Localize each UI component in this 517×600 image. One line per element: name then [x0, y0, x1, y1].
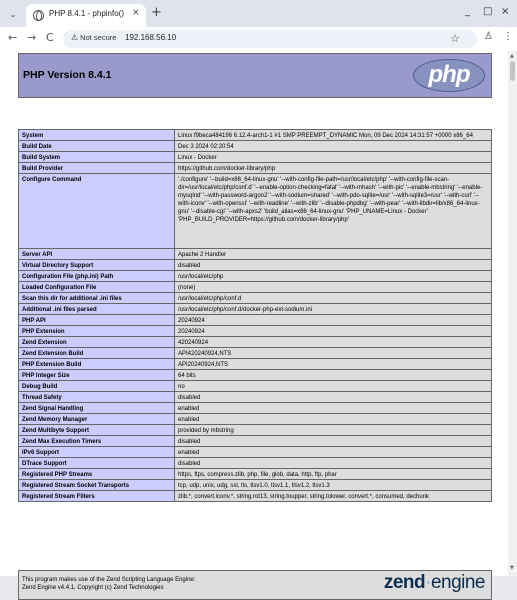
table-row	[19, 469, 492, 480]
row-key: Build System	[19, 152, 175, 163]
row-key: PHP Extension Build	[19, 359, 175, 370]
table-row	[19, 480, 492, 491]
row-value: https, ftps, compress.zlib, php, file, glob, data, http, ftp, phar	[175, 469, 492, 480]
row-value: Dec 3 2024 02:20:54	[175, 141, 492, 152]
minimize-button[interactable]: _	[465, 6, 470, 17]
table-row	[19, 130, 492, 141]
browser-menu-icon[interactable]: ⋮	[503, 31, 513, 42]
row-key: Registered PHP Streams	[19, 469, 175, 480]
zend-footer	[18, 570, 492, 600]
row-key: Configure Command	[19, 174, 175, 249]
row-value: no	[175, 381, 492, 392]
row-key: PHP API	[19, 315, 175, 326]
profile-icon[interactable]: ♙	[484, 31, 493, 42]
page-viewport	[0, 51, 508, 593]
table-row	[19, 326, 492, 337]
forward-button[interactable]: →	[27, 31, 37, 44]
row-value: enabled	[175, 447, 492, 458]
table-row	[19, 141, 492, 152]
row-key: Zend Memory Manager	[19, 414, 175, 425]
row-key: Server API	[19, 249, 175, 260]
row-value: 20240924	[175, 326, 492, 337]
table-row	[19, 370, 492, 381]
row-value: './configure' '--build=x86_64-linux-gnu' '--with-config-file-path=/usr/local/etc/php' '--with-config-file-scan-dir=/usr/local/etc/php/conf.d' '--enable-option-checking=fatal' '--with-mhash' '--with-pic' '--enable-mbstring' '--enable-mysqlnd' '--with-password-argon2' '--with-sodium=shared' '--with-pdo-sqlite=/usr' '--with-sqlite3=/usr' '--with-curl' '--with-iconv' '--with-openssl' '--with-readline' '--with-zlib' '--disable-phpdbg' '--with-pear' '--with-libdir=lib/x86_64-linux-gnu' '--disable-cgi' '--with-apxs2' 'build_alias=x86_64-linux-gnu' 'PHP_UNAME=Linux - Docker' 'PHP_BUILD_PROVIDER=https://github.com/docker-library/php'	[175, 174, 492, 249]
table-row	[19, 348, 492, 359]
row-value: /usr/local/etc/php	[175, 271, 492, 282]
warning-icon: ⚠	[71, 33, 79, 42]
row-key: Registered Stream Filters	[19, 491, 175, 502]
row-value: 420240924	[175, 337, 492, 348]
browser-toolbar	[0, 27, 517, 51]
row-key: Thread Safety	[19, 392, 175, 403]
row-key: PHP Integer Size	[19, 370, 175, 381]
row-key: Virtual Directory Support	[19, 260, 175, 271]
zend-logo-dot-icon: ·	[425, 572, 431, 593]
tab-title: PHP 8.4.1 - phpinfo()	[49, 9, 125, 18]
row-key: Zend Max Execution Timers	[19, 436, 175, 447]
table-row	[19, 304, 492, 315]
table-row	[19, 315, 492, 326]
row-value: (none)	[175, 282, 492, 293]
table-row	[19, 260, 492, 271]
row-key: DTrace Support	[19, 458, 175, 469]
security-chip[interactable]	[71, 33, 116, 42]
php-version-header	[18, 53, 492, 98]
table-row	[19, 458, 492, 469]
php-logo: php	[413, 59, 485, 92]
table-row	[19, 174, 492, 249]
row-key: Zend Extension Build	[19, 348, 175, 359]
row-value: API420240924,NTS	[175, 348, 492, 359]
row-value: enabled	[175, 414, 492, 425]
reload-button[interactable]: C	[46, 31, 54, 44]
row-value: 20240924	[175, 315, 492, 326]
row-key: Loaded Configuration File	[19, 282, 175, 293]
phpinfo-table	[18, 129, 492, 502]
page-scrollbar[interactable]	[508, 51, 517, 576]
tab-strip	[0, 0, 517, 27]
table-row	[19, 359, 492, 370]
row-value: disabled	[175, 458, 492, 469]
scroll-down-arrow-icon[interactable]: ▼	[510, 565, 514, 571]
tab-search-chevron-icon[interactable]: ⌄	[9, 10, 17, 19]
zend-logo-word: zend	[383, 572, 426, 593]
row-value: disabled	[175, 392, 492, 403]
table-row	[19, 414, 492, 425]
row-value: 64 bits	[175, 370, 492, 381]
row-value: Linux - Docker	[175, 152, 492, 163]
new-tab-button[interactable]: +	[151, 5, 162, 20]
row-value: Apache 2 Handler	[175, 249, 492, 260]
row-value: enabled	[175, 403, 492, 414]
back-button[interactable]: ←	[8, 31, 18, 44]
row-key: Zend Signal Handling	[19, 403, 175, 414]
table-row	[19, 249, 492, 260]
tab-phpinfo[interactable]	[26, 4, 146, 27]
table-row	[19, 392, 492, 403]
table-row	[19, 403, 492, 414]
row-key: Build Date	[19, 141, 175, 152]
maximize-button[interactable]: □	[483, 6, 493, 17]
table-row	[19, 271, 492, 282]
row-value: API20240924,NTS	[175, 359, 492, 370]
page-title: PHP Version 8.4.1	[23, 69, 112, 81]
row-value: /usr/local/etc/php/conf.d/docker-php-ext-sodium.ini	[175, 304, 492, 315]
security-label: Not secure	[80, 33, 117, 42]
table-row	[19, 425, 492, 436]
row-key: Debug Build	[19, 381, 175, 392]
table-row	[19, 163, 492, 174]
scroll-thumb[interactable]	[510, 61, 515, 81]
table-row	[19, 447, 492, 458]
bookmark-star-icon[interactable]: ☆	[450, 32, 460, 45]
row-key: Registered Stream Socket Transports	[19, 480, 175, 491]
table-row	[19, 381, 492, 392]
zend-engine-logo	[384, 572, 485, 594]
row-value: disabled	[175, 260, 492, 271]
zend-credit-line-1: This program makes use of the Zend Scripting Language Engine:	[22, 577, 196, 583]
row-key: Scan this dir for additional .ini files	[19, 293, 175, 304]
row-value: /usr/local/etc/php/conf.d	[175, 293, 492, 304]
close-window-button[interactable]: ×	[501, 6, 510, 17]
row-value: Linux f9beca484196 6.12.4-arch1-1 #1 SMP PREEMPT_DYNAMIC Mon, 09 Dec 2024 14:31:57 +0000 x86_64	[175, 130, 492, 141]
row-key: IPv6 Support	[19, 447, 175, 458]
row-value: https://github.com/docker-library/php	[175, 163, 492, 174]
url-text[interactable]: 192.168.56.10	[125, 33, 177, 42]
row-value: tcp, udp, unix, udg, ssl, tls, tlsv1.0, tlsv1.1, tlsv1.2, tlsv1.3	[175, 480, 492, 491]
zend-credit-text	[22, 576, 195, 592]
table-row	[19, 282, 492, 293]
scroll-up-arrow-icon[interactable]: ▲	[510, 53, 514, 59]
row-value: disabled	[175, 436, 492, 447]
table-row	[19, 152, 492, 163]
table-row	[19, 436, 492, 447]
row-key: PHP Extension	[19, 326, 175, 337]
table-row	[19, 293, 492, 304]
row-key: Additional .ini files parsed	[19, 304, 175, 315]
row-key: Configuration File (php.ini) Path	[19, 271, 175, 282]
table-row	[19, 491, 492, 502]
address-bar[interactable]	[63, 30, 477, 48]
row-key: Build Provider	[19, 163, 175, 174]
zend-credit-line-2: Zend Engine v4.4.1, Copyright (c) Zend Technologies	[22, 585, 164, 591]
row-key: Zend Multibyte Support	[19, 425, 175, 436]
globe-icon	[33, 10, 44, 21]
table-row	[19, 337, 492, 348]
engine-logo-word: engine	[430, 572, 485, 593]
row-value: zlib.*, convert.iconv.*, string.rot13, string.toupper, string.tolower, convert.*, consumed, dechunk	[175, 491, 492, 502]
row-value: provided by mbstring	[175, 425, 492, 436]
tab-close-icon[interactable]: ×	[132, 8, 140, 18]
row-key: Zend Extension	[19, 337, 175, 348]
row-key: System	[19, 130, 175, 141]
